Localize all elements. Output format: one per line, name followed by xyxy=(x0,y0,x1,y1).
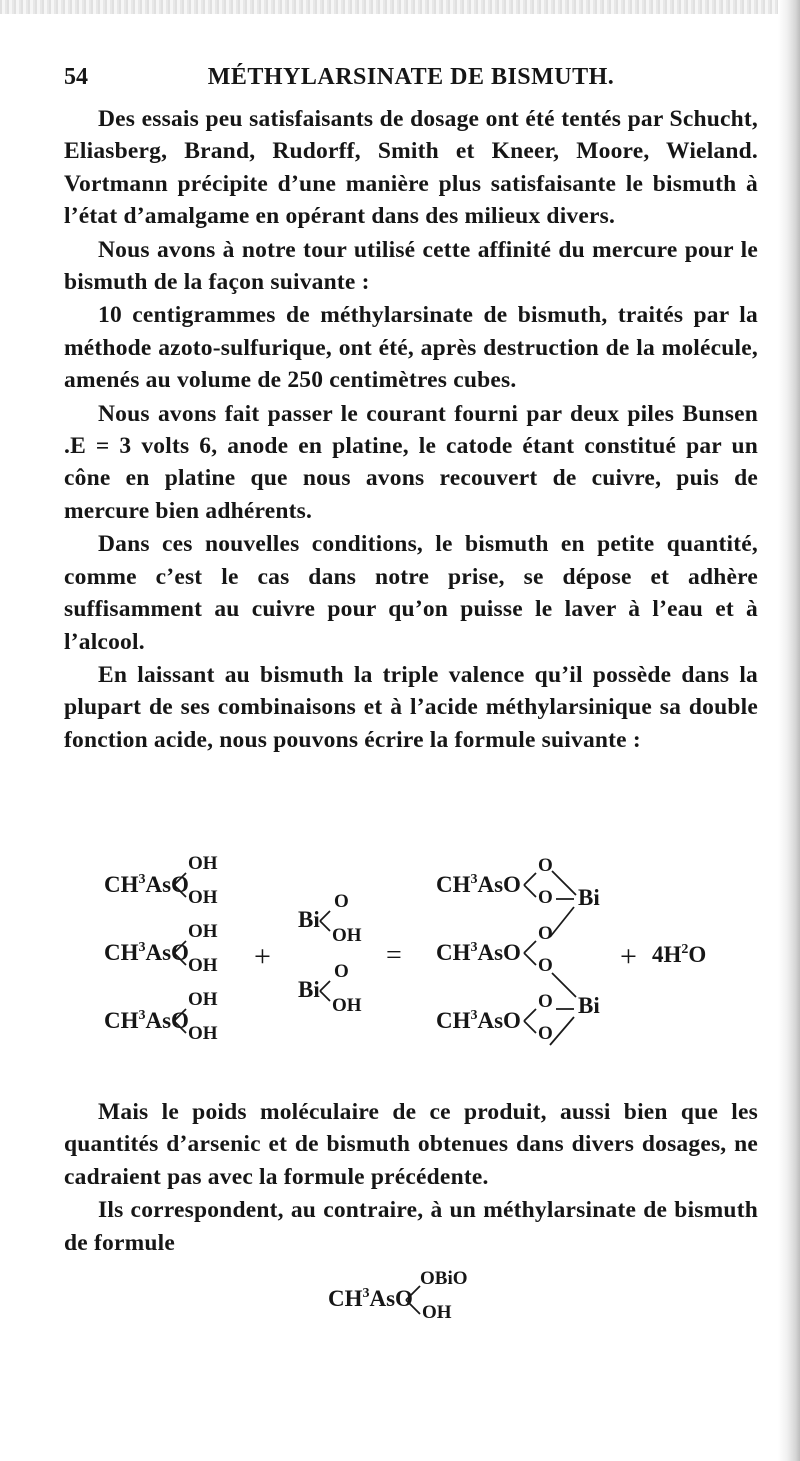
plus-sign-2: + xyxy=(620,940,637,973)
paragraph-7: Mais le poids moléculaire de ce produit, aussi bien que les quantités d’arsenic et de bismuth obtenues dans divers dosages, ne cadraient pas avec la formule précédente. xyxy=(64,1099,758,1190)
bismuth-hydroxide-1-o: O xyxy=(334,891,349,912)
final-formula-base: $CH^3AsO$ xyxy=(328,1286,413,1311)
bismuth-hydroxide-1-bi: Bi xyxy=(298,907,320,932)
paragraph-1: Des essais peu satisfaisants de dosage ont été tentés par Schucht, Eliasberg, Brand, Rudorff, Smith et Kneer, Moore, Wieland. Vortmann précipite d’une manière plus satisfaisante le bismuth à l’état d’amalgame en opérant dans des milieux divers. xyxy=(64,106,758,230)
final-formula xyxy=(64,1268,758,1338)
final-formula-bottom: OH xyxy=(422,1302,452,1323)
bismuth-hydroxide-2-bi: Bi xyxy=(298,977,320,1002)
product-2-o-bottom: O xyxy=(538,955,553,976)
reactant-acid-3: $CH^3AsO$ xyxy=(104,1008,189,1033)
chemical-equation xyxy=(64,843,758,1073)
paragraph-6: En laissant au bismuth la triple valence qu’il possède dans la plupart de ses combinaisons et à l’acide méthylarsinique sa double fonction acide, nous pouvons écrire la formule suivante : xyxy=(64,661,758,753)
paragraph-8: Ils correspondent, au contraire, à un méthylarsinate de bismuth de formule xyxy=(64,1197,758,1256)
water-product: $4H^2O$ xyxy=(652,942,707,967)
product-1-o-top: O xyxy=(538,855,553,876)
bismuth-hydroxide-1-oh: OH xyxy=(332,925,362,946)
acid-3-oh-bottom: OH xyxy=(188,1023,218,1044)
paragraph-5: Dans ces nouvelles conditions, le bismuth en petite quantité, comme c’est le cas dans notre prise, se dépose et adhère suffisamment au cuivre pour qu’on puisse le laver à l’eau et à l’alcool. xyxy=(64,531,758,655)
final-formula-top: OBiO xyxy=(420,1268,468,1289)
paragraph-2: Nous avons à notre tour utilisé cette affinité du mercure pour le bismuth de la façon suivante : xyxy=(64,236,758,296)
page-number: 54 xyxy=(64,64,88,90)
running-head xyxy=(64,60,758,96)
acid-1-oh-bottom: OH xyxy=(188,887,218,908)
acid-2-oh-bottom: OH xyxy=(188,955,218,976)
reactant-acid-2: $CH^3AsO$ xyxy=(104,940,189,965)
acid-2-oh-top: OH xyxy=(188,921,218,942)
product-acid-2: $CH^3AsO$ xyxy=(436,940,521,965)
running-title: MÉTHYLARSINATE DE BISMUTH. xyxy=(207,64,615,90)
acid-3-oh-top: OH xyxy=(188,989,218,1010)
paragraph-3: 10 centigrammes de méthylarsinate de bismuth, traités par la méthode azoto-sulfurique, ont été, après destruction de la molécule, amenés au volume de 250 centimètres cubes. xyxy=(64,302,758,394)
text-block-upper xyxy=(64,103,758,757)
product-bi-bottom: Bi xyxy=(578,993,600,1018)
product-bi-top: Bi xyxy=(578,885,600,910)
page-edge-top xyxy=(0,0,800,14)
product-3-o-bottom: O xyxy=(538,1023,553,1044)
acid-1-oh-top: OH xyxy=(188,853,218,874)
product-acid-3: $CH^3AsO$ xyxy=(436,1008,521,1033)
bismuth-hydroxide-2-o: O xyxy=(334,961,349,982)
page-edge-right xyxy=(778,0,800,1461)
paragraph-4: Nous avons fait passer le courant fourni par deux piles Bunsen .E = 3 volts 6, anode en platine, le catode étant constitué par un cône en platine que nous avons recouvert de cuivre, puis de mercure bien adhérents. xyxy=(64,400,758,524)
text-block-lower xyxy=(64,1096,758,1260)
plus-sign-1: + xyxy=(254,940,271,973)
bismuth-hydroxide-2-oh: OH xyxy=(332,995,362,1016)
product-acid-1: $CH^3AsO$ xyxy=(436,872,521,897)
product-3-o-top: O xyxy=(538,991,553,1012)
product-2-o-top: O xyxy=(538,923,553,944)
product-1-o-bottom: O xyxy=(538,887,553,908)
equals-sign: = xyxy=(386,940,402,971)
reactant-acid-1: $CH^3AsO$ xyxy=(104,872,189,897)
